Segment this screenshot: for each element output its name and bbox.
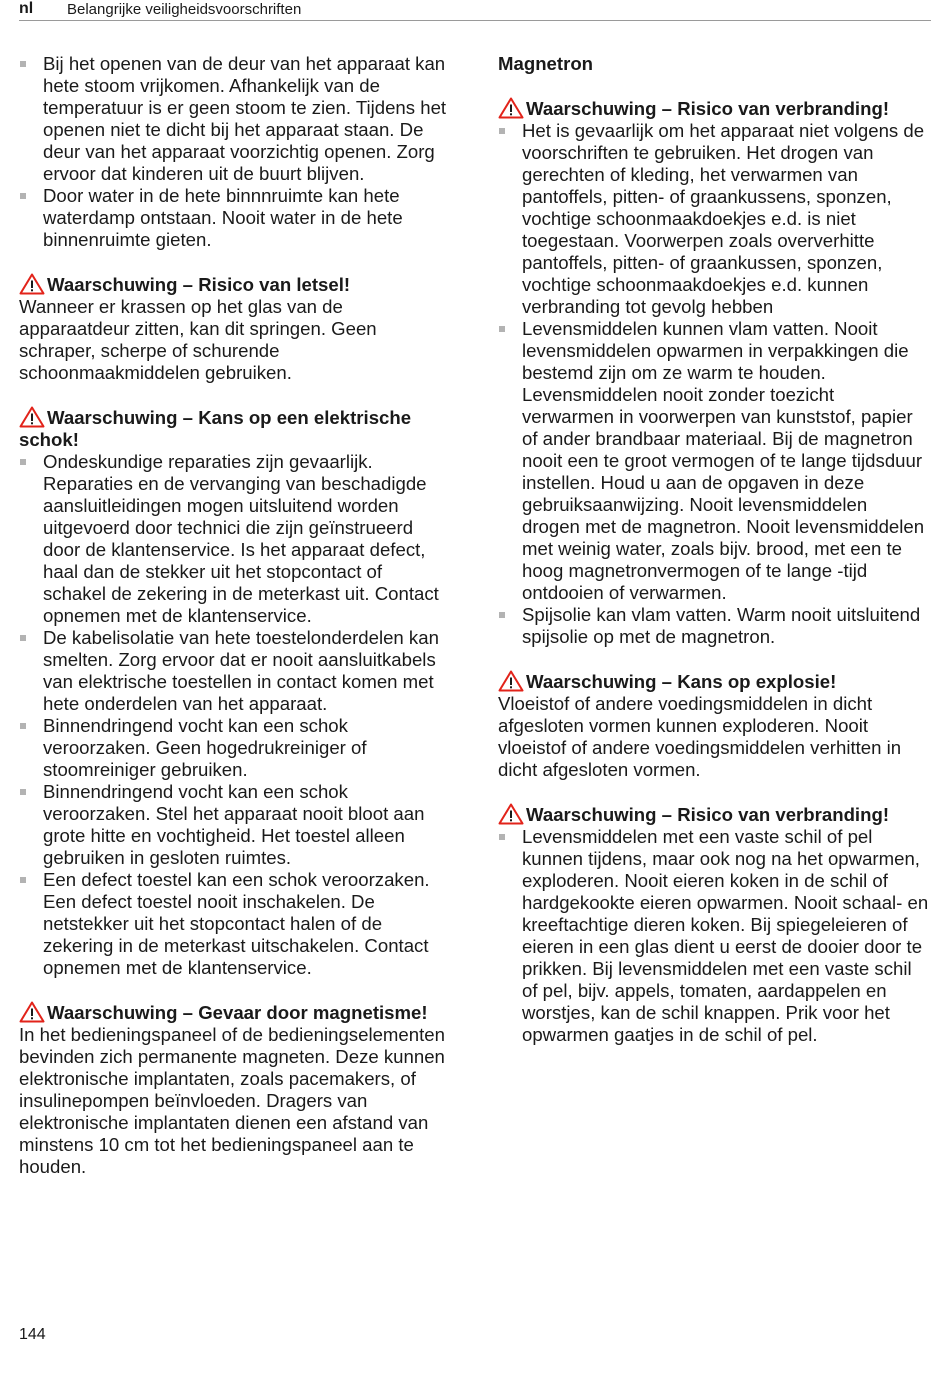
intro-list [19,53,449,251]
warning-heading [19,406,449,451]
warning-title: Waarschuwing – Kans op explosie! [526,671,837,692]
warning-heading [498,97,930,120]
warning-body: In het bedieningspaneel of de bedieningselementen bevinden zich permanente magneten. Deze kunnen elektronische implantaten, zoals pacemakers, of insulinepompen beïnvloeden. Dragers van elektronische implantaten dienen een afstand van minstens 10 cm tot het bedieningspaneel aan te houden. [19,1024,445,1177]
warning-title: Waarschuwing – Risico van letsel! [47,274,351,295]
list-item: Bij het openen van de deur van het apparaat kan hete stoom vrijkomen. Afhankelijk van de temperatuur is er geen stoom te zien. Tijdens het openen niet te dicht bij het apparaat staan. De deur van het apparaat voorzichtig openen. Zorg ervoor dat kinderen uit de buurt blijven. [19,53,449,185]
list-item: Levensmiddelen met een vaste schil of pel kunnen tijdens, maar ook nog na het opwarmen, exploderen. Nooit eieren koken in de schil of hardgekookte eieren opwarmen. Nooit schaal- en kreeftachtige dieren koken. Bij spiegeleieren of eieren in een glas dient u eerst de dooier door te prikken. Bij levensmiddelen met een vaste schil of pel, bijv. appels, tomaten, aardappelen en worstjes, kan de schil knappen. Prik voor het opwarmen gaatjes in de schil of pel. [498,826,930,1046]
warning-triangle-icon [19,406,45,428]
language-code: nl [19,0,34,17]
warning-triangle-icon [498,670,524,692]
list-item: Levensmiddelen kunnen vlam vatten. Nooit levensmiddelen opwarmen in verpakkingen die bestemd zijn om ze warm te houden. Levensmiddelen nooit zonder toezicht verwarmen in voorwerpen van kunststof, papier of ander brandbaar materiaal. Bij de magnetron nooit een te groot vermogen of te lange tijdsduur instellen. Houd u aan de opgaven in deze gebruiksaanwijzing. Nooit levensmiddelen drogen met de magnetron. Nooit levensmiddelen met weinig water, zoals bijv. brood, met een te hoog magnetronvermogen of te lange -tijd ontdooien of verwarmen. [498,318,930,604]
list-item: De kabelisolatie van hete toestelonderdelen kan smelten. Zorg ervoor dat er nooit aansluitkabels van elektrische toestellen in contact komen met hete onderdelen van het apparaat. [19,627,449,715]
warning-heading [19,1001,449,1024]
list-item: Een defect toestel kan een schok veroorzaken. Een defect toestel nooit inschakelen. De netstekker uit het stopcontact halen of de zekering in de meterkast uitschakelen. Contact opnemen met de klantenservice. [19,869,449,979]
warning-list [19,451,449,979]
warning-heading [19,273,449,296]
warning-list [498,826,930,1046]
left-column [19,53,449,1178]
section-title: Magnetron [498,53,594,74]
warning-title: Waarschuwing – Risico van verbranding! [526,98,890,119]
warning-triangle-icon [498,803,524,825]
list-item: Binnendringend vocht kan een schok veroorzaken. Geen hogedrukreiniger of stoomreiniger gebruiken. [19,715,449,781]
warning-triangle-icon [19,1001,45,1023]
list-item: Het is gevaarlijk om het apparaat niet volgens de voorschriften te gebruiken. Het drogen van gerechten of kleding, het verwarmen van pantoffels, pitten- of graankussens, sponzen, vochtige schoonmaakdoekjes e.d. is niet toegestaan. Voorwerpen zoals oververhitte pantoffels, pitten- of graankussen, sponzen, vochtige schoonmaakdoekjes e.d. kunnen verbranding tot gevolg hebben [498,120,930,318]
list-item: Binnendringend vocht kan een schok veroorzaken. Stel het apparaat nooit bloot aan grote hitte en vochtigheid. Het toestel alleen gebruiken in gesloten ruimtes. [19,781,449,869]
warning-body: Vloeistof of andere voedingsmiddelen in dicht afgesloten vormen kunnen exploderen. Nooit vloeistof of andere voedingsmiddelen verhitten in dicht afgesloten vormen. [498,693,902,780]
warning-title: Waarschuwing – Kans op een elektrische schok! [19,407,412,450]
list-item: Spijsolie kan vlam vatten. Warm nooit uitsluitend spijsolie op met de magnetron. [498,604,930,648]
page-header [19,0,931,21]
warning-title: Waarschuwing – Risico van verbranding! [526,804,890,825]
warning-list [498,120,930,648]
warning-triangle-icon [19,273,45,295]
warning-body: Wanneer er krassen op het glas van de apparaatdeur zitten, kan dit springen. Geen schraper, scherpe of schurende schoonmaakmiddelen gebruiken. [19,296,377,383]
header-rule [19,20,931,21]
warning-title: Waarschuwing – Gevaar door magnetisme! [47,1002,428,1023]
page-number: 144 [19,1326,46,1343]
warning-heading [498,670,930,693]
list-item: Ondeskundige reparaties zijn gevaarlijk. Reparaties en de vervanging van beschadigde aansluitleidingen mogen uitsluitend worden uitgevoerd door technici die zijn geïnstrueerd door de klantenservice. Is het apparaat defect, haal dan de stekker uit het stopcontact of schakel de zekering in de meterkast uit. Contact opnemen met de klantenservice. [19,451,449,627]
header-title: Belangrijke veiligheidsvoorschriften [67,1,302,18]
right-column [498,53,930,1046]
warning-heading [498,803,930,826]
list-item: Door water in de hete binnnruimte kan hete waterdamp ontstaan. Nooit water in de hete binnenruimte gieten. [19,185,449,251]
warning-triangle-icon [498,97,524,119]
